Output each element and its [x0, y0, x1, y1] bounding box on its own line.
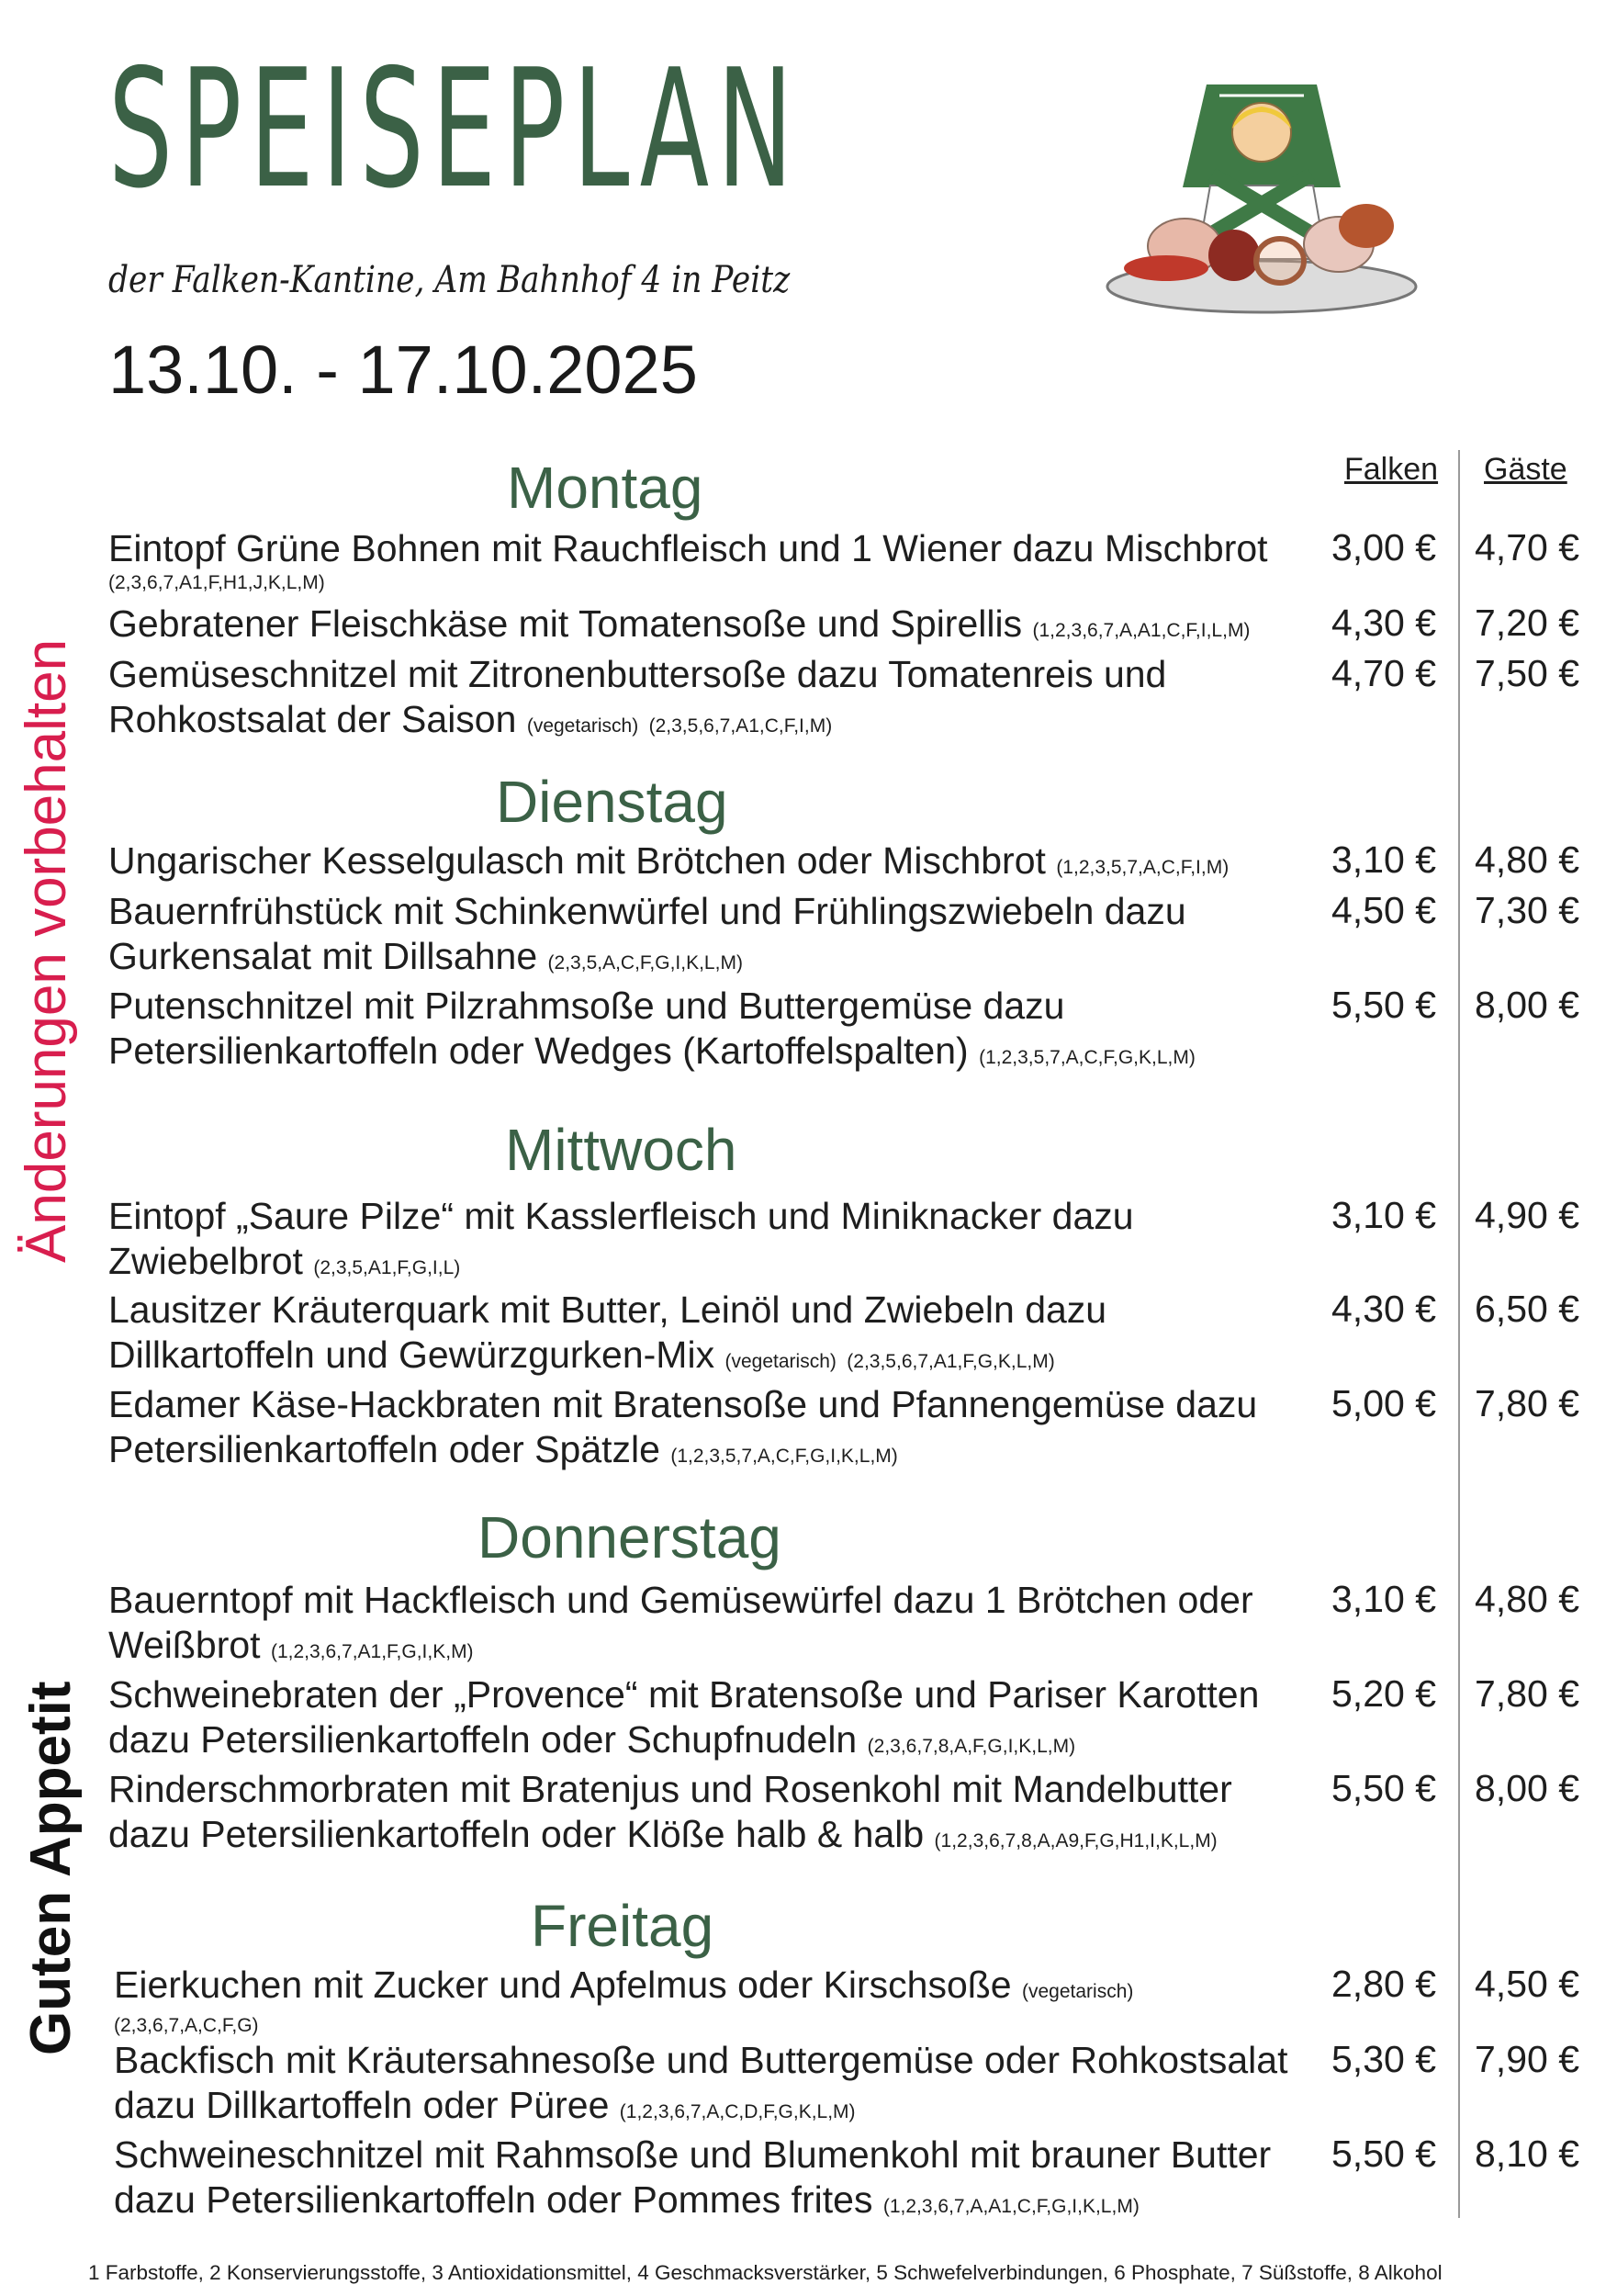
- dish-montag-1: [108, 526, 1339, 595]
- dish-text: Schweinebraten der „Provence“ mit Bratensoße und Pariser Karotten dazu Petersilienkartoffeln oder Schupfnudeln: [108, 1673, 1260, 1761]
- allergen-codes: (1,2,3,5,7,A,C,F,I,M): [1056, 857, 1230, 878]
- price-falken: 4,50 €: [1331, 889, 1436, 931]
- allergen-codes: (1,2,3,6,7,A1,F,G,I,K,M): [270, 1641, 474, 1662]
- day-heading-donnerstag: Donnerstag: [477, 1504, 781, 1570]
- dish-text: Lausitzer Kräuterquark mit Butter, Leinöl und Zwiebeln dazu Dillkartoffeln und Gewürzgurken-Mix: [108, 1289, 1107, 1376]
- dish-text: Ungarischer Kesselgulasch mit Brötchen oder Mischbrot: [108, 839, 1046, 882]
- price-falken: 2,80 €: [1331, 1963, 1436, 2005]
- dish-mittwoch-3: [108, 1382, 1320, 1479]
- price-falken: 5,50 €: [1331, 1767, 1436, 1809]
- date-range: 13.10. - 17.10.2025: [108, 332, 698, 408]
- dish-donnerstag-3: [108, 1767, 1320, 1863]
- price-falken: 3,00 €: [1331, 526, 1436, 568]
- dish-text: Edamer Käse-Hackbraten mit Bratensoße und Pfannengemüse dazu Petersilienkartoffeln oder Spätzle: [108, 1383, 1258, 1470]
- dish-text: Eintopf Grüne Bohnen mit Rauchfleisch und 1 Wiener dazu Mischbrot: [108, 527, 1268, 569]
- dish-montag-2: [108, 602, 1339, 653]
- price-falken: 3,10 €: [1331, 1194, 1436, 1236]
- allergen-codes: (1,2,3,6,7,8,A,A9,F,G,H1,I,K,L,M): [934, 1830, 1218, 1851]
- allergen-codes: (2,3,5,A,C,F,G,I,K,L,M): [547, 952, 743, 974]
- allergen-codes: (1,2,3,6,7,A,C,D,F,G,K,L,M): [619, 2101, 856, 2122]
- price-falken: 4,70 €: [1331, 652, 1436, 694]
- dish-text: Gebratener Fleischkäse mit Tomatensoße und Spirellis: [108, 602, 1023, 645]
- column-header-gaeste: Gäste: [1484, 452, 1567, 487]
- allergen-codes: (1,2,3,6,7,A,A1,C,F,I,L,M): [1032, 620, 1251, 641]
- price-gaeste: 8,10 €: [1475, 2133, 1579, 2175]
- allergen-codes: (2,3,5,6,7,A1,C,F,I,M): [648, 715, 833, 737]
- price-falken: 4,30 €: [1331, 1288, 1436, 1330]
- price-falken: 3,10 €: [1331, 838, 1436, 881]
- dish-mittwoch-2: [108, 1288, 1320, 1384]
- price-falken: 4,30 €: [1331, 602, 1436, 644]
- dish-text: Putenschnitzel mit Pilzrahmsoße und Buttergemüse dazu Petersilienkartoffeln oder Wedges (Kartoffelspalten): [108, 985, 1065, 1072]
- dish-donnerstag-2: [108, 1672, 1320, 1769]
- price-gaeste: 7,80 €: [1475, 1672, 1579, 1715]
- price-gaeste: 8,00 €: [1475, 1767, 1579, 1809]
- price-gaeste: 7,50 €: [1475, 652, 1579, 694]
- dish-dienstag-1: [108, 838, 1320, 890]
- dish-freitag-3: [114, 2133, 1326, 2229]
- allergen-codes: (2,3,6,7,8,A,F,G,I,K,L,M): [867, 1736, 1076, 1757]
- dish-donnerstag-1: [108, 1578, 1320, 1674]
- price-falken: 5,00 €: [1331, 1382, 1436, 1424]
- price-gaeste: 4,80 €: [1475, 1578, 1579, 1620]
- dish-text: Bauernfrühstück mit Schinkenwürfel und Frühlingszwiebeln dazu Gurkensalat mit Dillsahne: [108, 890, 1186, 977]
- price-gaeste: 4,50 €: [1475, 1963, 1579, 2005]
- vegetarian-tag: (vegetarisch): [724, 1351, 837, 1372]
- dish-text: Gemüseschnitzel mit Zitronenbuttersoße dazu Tomatenreis und Rohkostsalat der Saison: [108, 653, 1167, 740]
- page-title: SPEISEPLAN: [108, 34, 802, 224]
- price-gaeste: 4,90 €: [1475, 1194, 1579, 1236]
- column-header-falken: Falken: [1344, 452, 1439, 487]
- price-gaeste: 6,50 €: [1475, 1288, 1579, 1330]
- dish-dienstag-3: [108, 984, 1320, 1080]
- allergen-codes: (2,3,6,7,A,C,F,G): [114, 2015, 259, 2036]
- price-falken: 5,20 €: [1331, 1672, 1436, 1715]
- day-heading-montag: Montag: [507, 455, 703, 521]
- price-gaeste: 4,80 €: [1475, 838, 1579, 881]
- day-heading-freitag: Freitag: [531, 1893, 714, 1959]
- dish-dienstag-2: [108, 889, 1320, 985]
- price-falken: 5,30 €: [1331, 2038, 1436, 2080]
- allergen-codes: (2,3,6,7,A1,F,H1,J,K,L,M): [108, 572, 325, 593]
- dish-freitag-2: [114, 2038, 1326, 2134]
- dish-text: Schweineschnitzel mit Rahmsoße und Blumenkohl mit brauner Butter dazu Petersilienkartoffeln oder Pommes frites: [114, 2133, 1272, 2221]
- price-gaeste: 4,70 €: [1475, 526, 1579, 568]
- dish-text: Eintopf „Saure Pilze“ mit Kasslerfleisch und Miniknacker dazu Zwiebelbrot: [108, 1195, 1134, 1282]
- canteen-mascot-illustration: [1100, 75, 1423, 314]
- allergen-codes: (2,3,5,A1,F,G,I,L): [313, 1257, 461, 1278]
- price-gaeste: 7,90 €: [1475, 2038, 1579, 2080]
- dish-text: Rinderschmorbraten mit Bratenjus und Rosenkohl mit Mandelbutter dazu Petersilienkartoffeln oder Klöße halb & halb: [108, 1768, 1232, 1855]
- day-heading-mittwoch: Mittwoch: [505, 1117, 737, 1183]
- price-falken: 5,50 €: [1331, 984, 1436, 1026]
- dish-text: Eierkuchen mit Zucker und Apfelmus oder Kirschsoße: [114, 1964, 1012, 2006]
- dish-text: Bauerntopf mit Hackfleisch und Gemüsewürfel dazu 1 Brötchen oder Weißbrot: [108, 1579, 1253, 1666]
- allergen-codes: (1,2,3,6,7,A,A1,C,F,G,I,K,L,M): [882, 2196, 1140, 2217]
- canteen-address: der Falken-Kantine, Am Bahnhof 4 in Peitz: [108, 259, 791, 301]
- dish-mittwoch-1: [108, 1194, 1320, 1290]
- dish-freitag-1: [114, 1963, 1326, 2038]
- changes-reserved-notice: Änderungen vorbehalten: [15, 638, 78, 1263]
- dish-montag-3: [108, 652, 1320, 748]
- price-gaeste: 8,00 €: [1475, 984, 1579, 1026]
- price-gaeste: 7,80 €: [1475, 1382, 1579, 1424]
- allergen-codes: (1,2,3,5,7,A,C,F,G,K,L,M): [979, 1047, 1196, 1068]
- dish-text: Backfisch mit Kräutersahnesoße und Buttergemüse oder Rohkostsalat dazu Dillkartoffeln oder Püree: [114, 2039, 1288, 2126]
- day-heading-dienstag: Dienstag: [496, 769, 728, 835]
- price-divider-line: [1458, 450, 1460, 2218]
- vegetarian-tag: (vegetarisch): [1022, 1981, 1134, 2002]
- allergen-codes: (1,2,3,5,7,A,C,F,G,I,K,L,M): [670, 1446, 898, 1467]
- allergen-codes: (2,3,5,6,7,A1,F,G,K,L,M): [847, 1351, 1055, 1372]
- vegetarian-tag: (vegetarisch): [526, 715, 639, 737]
- price-gaeste: 7,20 €: [1475, 602, 1579, 644]
- price-falken: 3,10 €: [1331, 1578, 1436, 1620]
- price-falken: 5,50 €: [1331, 2133, 1436, 2175]
- price-gaeste: 7,30 €: [1475, 889, 1579, 931]
- additives-legend: 1 Farbstoffe, 2 Konservierungsstoffe, 3 Antioxidationsmittel, 4 Geschmacksverstärker, 5 Schwefelverbindungen, 6 Phosphate, 7 Süßstoffe, 8 Alkohol: [88, 2261, 1443, 2284]
- guten-appetit-text: Guten Appetit: [19, 1681, 83, 2055]
